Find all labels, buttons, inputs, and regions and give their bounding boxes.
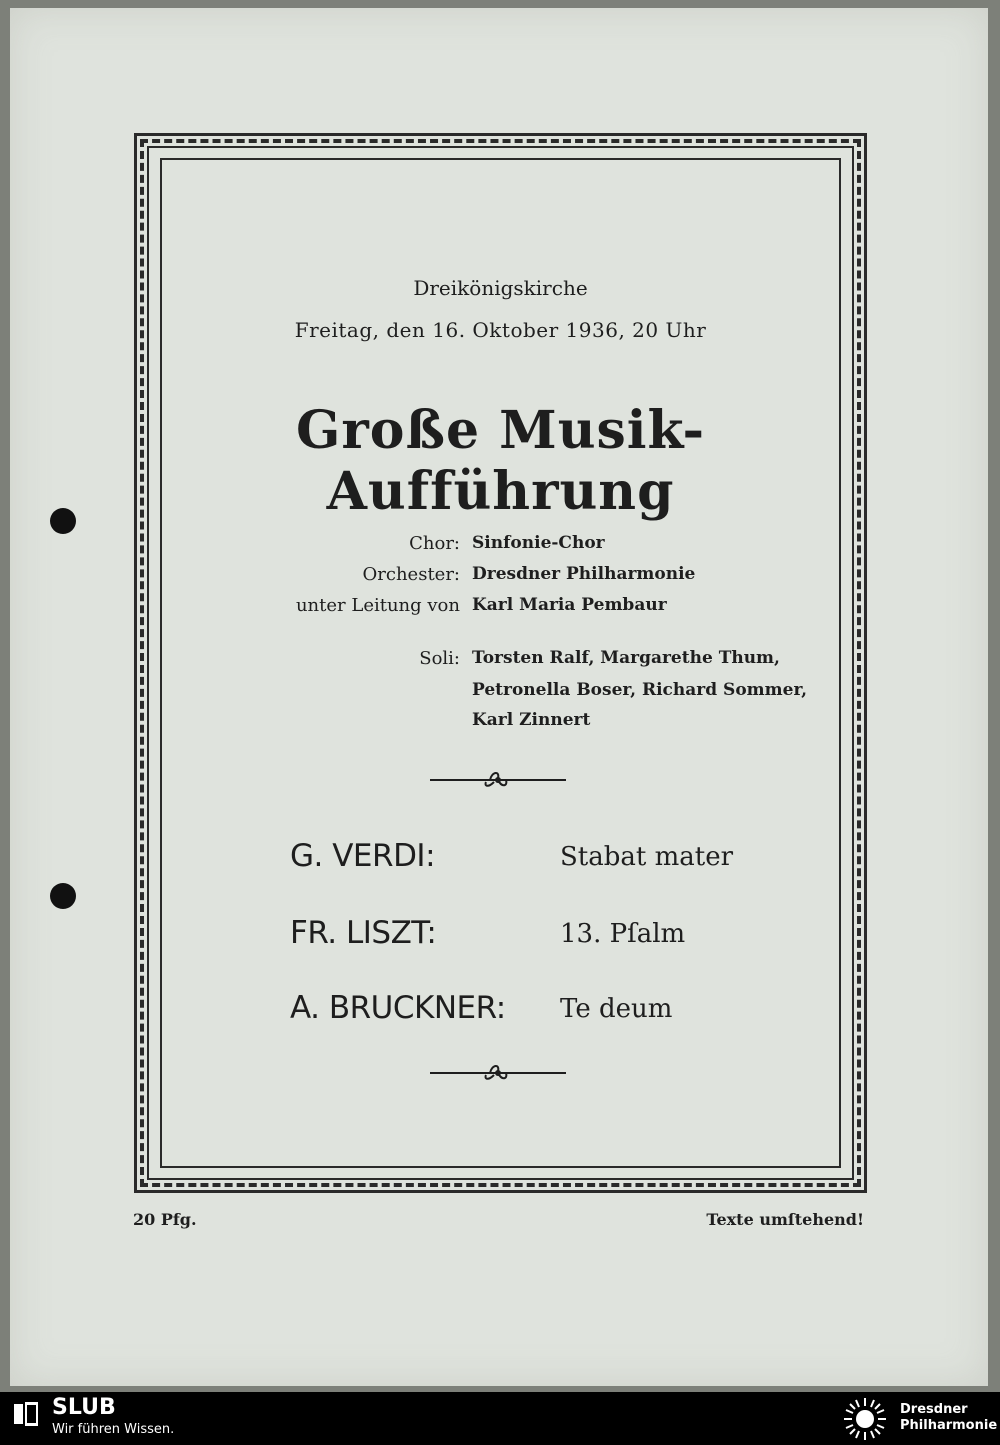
philharmonie-name-line1: Dresdner — [900, 1402, 968, 1417]
punch-hole — [50, 508, 76, 534]
page-title: Große Musik-Aufführung — [295, 400, 706, 522]
work-verdi: Stabat mater — [560, 842, 734, 872]
credit-label-orchestra: Orchester: — [362, 564, 460, 585]
credit-value-conductor: Karl Maria Pembaur — [472, 595, 667, 615]
credit-label-conductor: unter Leitung von — [295, 595, 460, 616]
composer-verdi: G. VERDI: — [290, 838, 436, 874]
slub-logo-icon[interactable] — [12, 1400, 40, 1428]
credit-label-soloists: Soli: — [419, 648, 460, 669]
credit-value-choir: Sinfonie-Chor — [472, 533, 605, 553]
slub-name[interactable]: SLUB — [52, 1395, 116, 1420]
credit-value-soloists-3: Karl Zinnert — [472, 710, 591, 730]
credit-value-soloists: Torsten Ralf, Margarethe Thum, — [472, 648, 780, 668]
composer-bruckner: A. BRUCKNER: — [290, 990, 506, 1026]
punch-hole — [50, 883, 76, 909]
composer-liszt: FR. LISZT: — [290, 915, 437, 951]
work-liszt: 13. Pſalm — [560, 919, 686, 949]
venue: Dreikönigskirche — [413, 276, 588, 300]
credit-label-choir: Chor: — [409, 533, 460, 554]
slub-tagline: Wir führen Wissen. — [52, 1422, 175, 1437]
work-bruckner: Te deum — [560, 994, 673, 1024]
flourish-divider-icon — [428, 1061, 568, 1085]
philharmonie-logo-icon[interactable] — [842, 1396, 888, 1442]
philharmonie-name-line2: Philharmonie — [900, 1418, 998, 1433]
concert-date: Freitag, den 16. Oktober 1936, 20 Uhr — [294, 318, 707, 342]
price: 20 Pfg. — [133, 1210, 197, 1229]
credit-value-soloists-2: Petronella Boser, Richard Sommer, — [472, 680, 808, 700]
flourish-divider-icon — [428, 768, 568, 792]
footer-bar — [0, 1392, 1000, 1445]
credit-value-orchestra: Dresdner Philharmonie — [472, 564, 696, 584]
texts-overleaf-note: Texte umſtehend! — [706, 1210, 864, 1229]
